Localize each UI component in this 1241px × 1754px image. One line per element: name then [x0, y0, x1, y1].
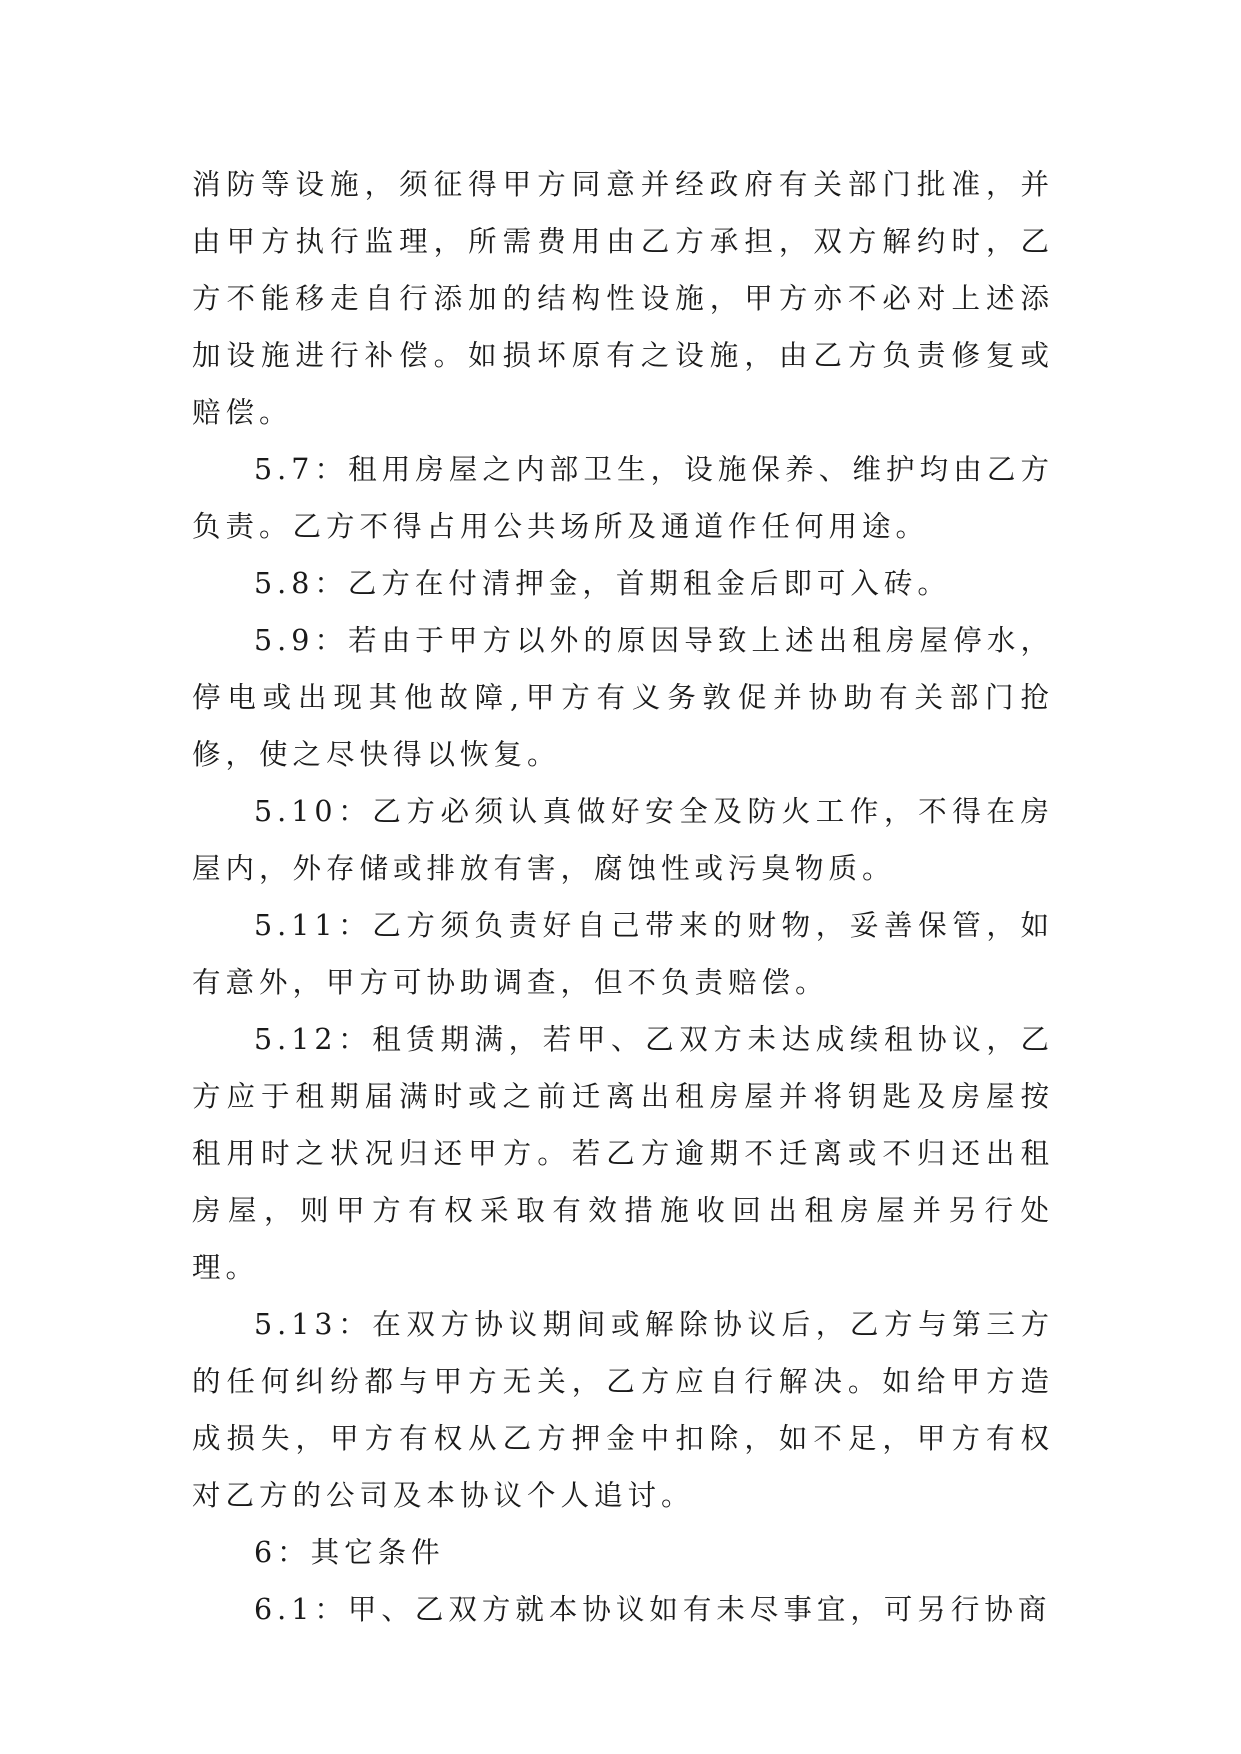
clause-5-12: 5.12：租赁期满，若甲、乙双方未达成续租协议，乙方应于租期届满时或之前迁离出租房屋并将钥匙及房屋按租用时之状况归还甲方。若乙方逾期不迁离或不归还出租房屋，则甲方有权采取有效措施收回出租房屋并另行处理。 [192, 1023, 1054, 1284]
document-body [192, 156, 1054, 1638]
clause-6-1: 6.1：甲、乙双方就本协议如有未尽事宜，可另行协商 [254, 1593, 1052, 1626]
section-6-heading: 6：其它条件 [254, 1536, 445, 1569]
paragraph-5-6-continued: 消防等设施，须征得甲方同意并经政府有关部门批准，并由甲方执行监理，所需费用由乙方承担，双方解约时，乙方不能移走自行添加的结构性设施，甲方亦不必对上述添加设施进行补偿。如损坏原有之设施，由乙方负责修复或赔偿。 [192, 168, 1054, 429]
clause-5-7: 5.7：租用房屋之内部卫生，设施保养、维护均由乙方负责。乙方不得占用公共场所及通道作任何用途。 [192, 453, 1054, 543]
clause-5-8: 5.8：乙方在付清押金，首期租金后即可入砖。 [254, 567, 951, 600]
clause-5-13: 5.13：在双方协议期间或解除协议后，乙方与第三方的任何纠纷都与甲方无关，乙方应自行解决。如给甲方造成损失，甲方有权从乙方押金中扣除，如不足，甲方有权对乙方的公司及本协议个人追讨。 [192, 1308, 1054, 1512]
clause-5-10: 5.10：乙方必须认真做好安全及防火工作，不得在房屋内，外存储或排放有害，腐蚀性或污臭物质。 [192, 795, 1054, 885]
clause-5-11: 5.11：乙方须负责好自己带来的财物，妥善保管，如有意外，甲方可协助调查，但不负责赔偿。 [192, 909, 1054, 999]
clause-5-9: 5.9：若由于甲方以外的原因导致上述出租房屋停水，停电或出现其他故障,甲方有义务敦促并协助有关部门抢修，使之尽快得以恢复。 [192, 624, 1054, 771]
